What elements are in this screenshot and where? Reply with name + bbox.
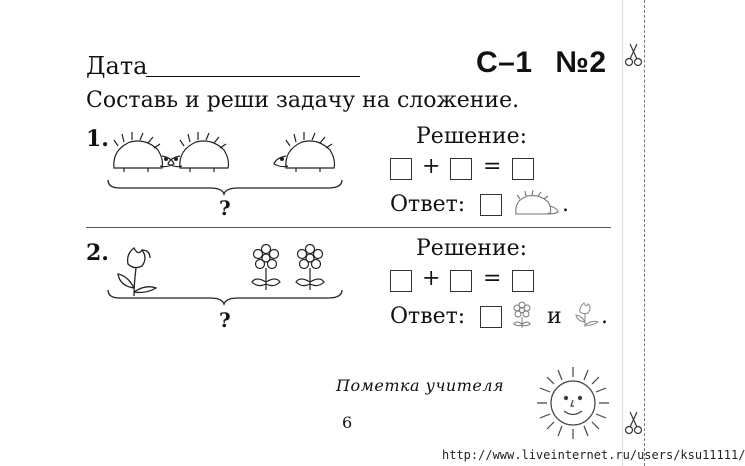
problem-2-number: 2. <box>86 240 109 266</box>
answer-box-2[interactable] <box>480 306 502 328</box>
hedgehog-icon <box>274 132 335 172</box>
flower-small-icon <box>511 302 535 330</box>
answer-end-1: . <box>562 192 569 217</box>
worksheet-number: №2 <box>555 46 607 79</box>
scissors-icon <box>624 40 644 68</box>
answer-label-2: Ответ: <box>390 304 466 329</box>
hedgehogs-illustration <box>104 128 344 180</box>
page-edge-line <box>622 0 623 466</box>
flower-icon <box>248 244 288 294</box>
task-instruction: Составь и реши задачу на сложение. <box>86 88 520 113</box>
cut-line <box>644 0 645 466</box>
solution-box-2c[interactable] <box>512 270 534 292</box>
hedgehog-small-icon <box>512 190 560 220</box>
date-fill-line[interactable] <box>146 76 360 77</box>
tulip-small-icon <box>574 300 602 330</box>
brace-1 <box>106 178 344 194</box>
solution-box-1b[interactable] <box>450 158 472 180</box>
solution-label-2: Решение: <box>416 236 528 261</box>
plus-sign-2: + <box>422 266 441 291</box>
solution-box-1c[interactable] <box>512 158 534 180</box>
question-mark-1: ? <box>219 196 231 220</box>
solution-label-1: Решение: <box>416 124 528 149</box>
answer-box-1[interactable] <box>480 194 502 216</box>
flower-icon <box>292 244 332 294</box>
worksheet-series: С–1 <box>476 46 533 79</box>
solution-box-1a[interactable] <box>390 158 412 180</box>
answer-end-2: . <box>601 304 608 329</box>
section-divider <box>86 227 611 228</box>
equals-sign-2: = <box>483 266 502 291</box>
solution-box-2b[interactable] <box>450 270 472 292</box>
hedgehog-icon <box>168 132 229 172</box>
conjunction-and: и <box>547 304 562 329</box>
answer-label-1: Ответ: <box>390 192 466 217</box>
page-number: 6 <box>342 413 353 432</box>
question-mark-2: ? <box>219 308 231 332</box>
date-label: Дата <box>86 52 148 80</box>
equals-sign-1: = <box>483 154 502 179</box>
worksheet-code <box>476 46 607 80</box>
problem-1-number: 1. <box>86 126 109 152</box>
teacher-note-label: Пометка учителя <box>336 376 505 395</box>
brace-2 <box>106 288 344 304</box>
plus-sign-1: + <box>422 154 441 179</box>
sun-icon <box>532 362 614 444</box>
watermark-url: http://www.liveinternet.ru/users/ksu11111/ <box>442 448 745 462</box>
solution-box-2a[interactable] <box>390 270 412 292</box>
scissors-icon <box>624 408 644 436</box>
hedgehog-icon <box>114 132 174 172</box>
